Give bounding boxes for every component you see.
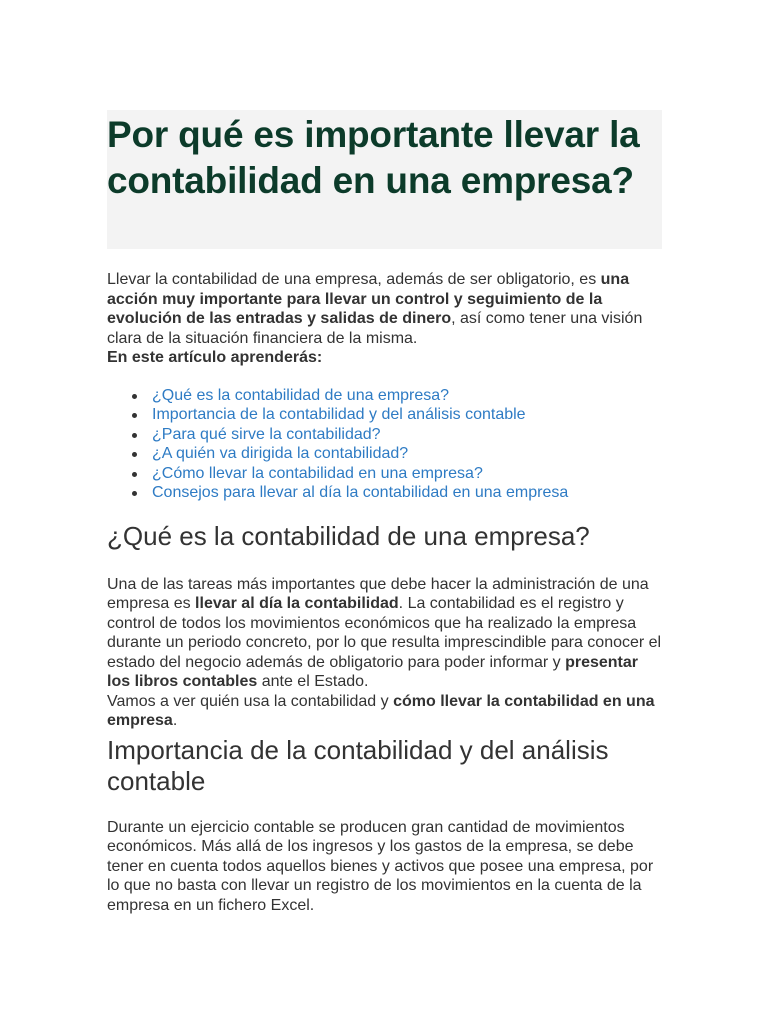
intro-paragraph — [107, 270, 662, 348]
learn-heading — [107, 348, 662, 368]
toc-item — [152, 444, 662, 464]
toc-item — [152, 425, 662, 445]
section1-paragraph-2 — [107, 692, 662, 731]
s1-text-1: Una de las tareas más importantes que debe hacer la administración de una empresa es — [107, 575, 649, 612]
toc-item — [152, 483, 662, 503]
toc-link-a-quien[interactable]: ¿A quién va dirigida la contabilidad? — [152, 445, 409, 462]
article-title: Por qué es importante llevar la contabilidad en una empresa? — [107, 114, 640, 201]
toc-link-para-que-sirve[interactable]: ¿Para qué sirve la contabilidad? — [152, 425, 381, 443]
toc-link-consejos[interactable]: Consejos para llevar al día la contabilidad en una empresa — [152, 484, 569, 501]
intro-bold-1: una acción muy importante para llevar un control y seguimiento de la evolución de las entradas y salidas de dinero — [107, 271, 630, 327]
section-heading-importancia: Importancia de la contabilidad y del análisis contable — [107, 734, 609, 796]
learn-heading-text: En este artículo aprenderás: — [107, 349, 323, 366]
toc-item — [152, 405, 662, 425]
s1-text-5: . — [172, 712, 178, 729]
section2-paragraph: Durante un ejercicio contable se producen gran cantidad de movimientos económicos. Más allá de los ingresos y los gastos de la empresa, se debe tener en cuenta todos aquellos bienes y activos que posee una empresa, por lo que no basta con llevar un registro de los movimientos en la cuenta de la empresa en un fichero Excel. — [107, 818, 654, 914]
toc-item — [152, 386, 662, 406]
article — [107, 110, 662, 915]
toc-link-que-es[interactable]: ¿Qué es la contabilidad de una empresa? — [152, 386, 450, 404]
intro-text-1: Llevar la contabilidad de una empresa, además de ser obligatorio, es — [107, 271, 601, 288]
s1-bold-3: cómo llevar la contabilidad en una empresa — [107, 692, 655, 729]
toc-link-como-llevar[interactable]: ¿Cómo llevar la contabilidad en una empresa? — [152, 464, 483, 482]
section-heading-que-es: ¿Qué es la contabilidad de una empresa? — [107, 520, 590, 551]
s1-text-4: Vamos a ver quién usa la contabilidad y — [107, 692, 394, 710]
toc-link-importancia[interactable]: Importancia de la contabilidad y del análisis contable — [152, 406, 526, 423]
table-of-contents — [107, 386, 662, 503]
s1-bold-1: llevar al día la contabilidad — [195, 595, 399, 612]
title-banner — [107, 110, 662, 249]
section1-paragraph — [107, 575, 662, 692]
toc-item — [152, 464, 662, 484]
intro-text-2: , así como tener una visión clara de la situación financiera de la misma. — [107, 310, 643, 347]
s1-text-2: . La contabilidad es el registro y control de todos los movimientos económicos que ha realizado la empresa durante un periodo concreto, por lo que resulta imprescindible para conocer el estado del negocio además de obligatorio para poder informar y — [107, 595, 662, 671]
s1-bold-2: presentar los libros contables — [107, 653, 638, 690]
s1-text-3: ante el Estado. — [257, 673, 369, 690]
